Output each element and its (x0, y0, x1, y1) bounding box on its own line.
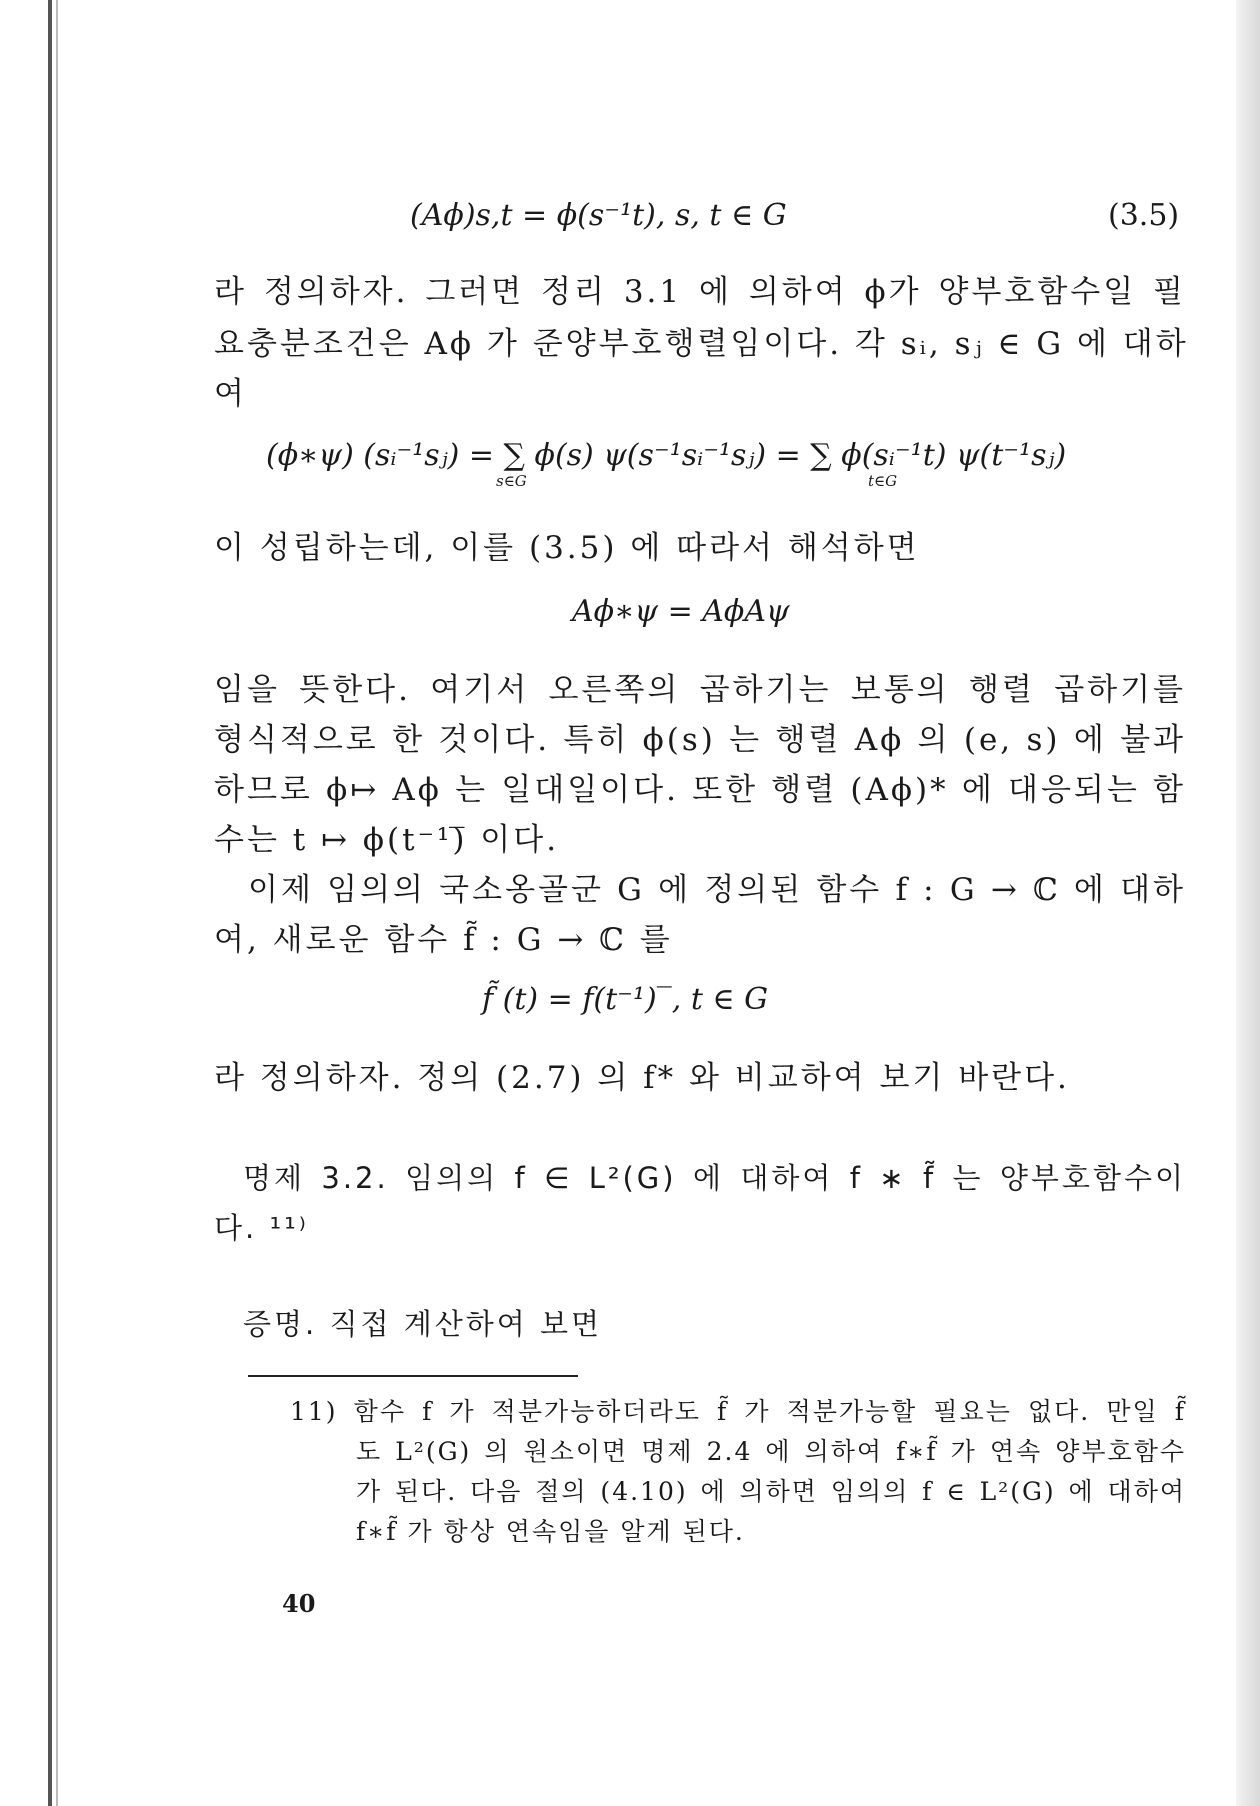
equation-f-tilde: f̃ (t) = f(t⁻¹)‾, t ∈ G (482, 982, 769, 1017)
paragraph-line: 여 (214, 376, 247, 412)
paragraph-line: 라 정의하자. 그러면 정리 3.1 에 의하여 ϕ가 양부호함수일 필 (214, 274, 1186, 310)
page-right-shadow (1236, 0, 1260, 1806)
paragraph-line: 임을 뜻한다. 여기서 오른쪽의 곱하기는 보통의 행렬 곱하기를 (214, 672, 1186, 708)
sum-subscript-s: s∈G (496, 472, 527, 490)
proof-heading: 증명. 직접 계산하여 보면 (243, 1307, 603, 1341)
paragraph-line: 하므로 ϕ↦ Aϕ 는 일대일이다. 또한 행렬 (Aϕ)* 에 대응되는 함 (214, 772, 1186, 808)
paragraph-line: 형식적으로 한 것이다. 특히 ϕ(s) 는 행렬 Aϕ 의 (e, s) 에 불과 (214, 722, 1186, 758)
sum-subscript-t: t∈G (868, 472, 898, 490)
proposition-3-2: 명제 3.2. 임의의 f ∈ L²(G) 에 대하여 f ∗ f̃ 는 양부호함수이 (243, 1161, 1186, 1195)
paragraph-line: 요충분조건은 Aϕ 가 준양부호행렬임이다. 각 sᵢ, sⱼ ∈ G 에 대하 (214, 326, 1189, 362)
footnote-line: 가 된다. 다음 절의 (4.10) 에 의하면 임의의 f ∈ L²(G) 에 대하여 (356, 1477, 1186, 1506)
footnote-line: 도 L²(G) 의 원소이면 명제 2.4 에 의하여 f∗f̃ 가 연속 양부호함수 (356, 1437, 1186, 1466)
footnote-divider (248, 1375, 578, 1377)
equation-convolution: (ϕ∗ψ) (sᵢ⁻¹sⱼ) = ∑ ϕ(s) ψ(s⁻¹sᵢ⁻¹sⱼ) = ∑ ϕ(sᵢ⁻¹t) ψ(t⁻¹sⱼ) (266, 438, 1067, 473)
paragraph-line: 라 정의하자. 정의 (2.7) 의 f* 와 비교하여 보기 바란다. (214, 1060, 1070, 1096)
equation-product: Aϕ∗ψ = AϕAψ (572, 594, 790, 629)
paragraph-line: 수는 t ↦ ϕ(t⁻¹)̅ 이다. (214, 822, 560, 858)
document-page (58, 0, 1236, 1806)
equation-3-5: (Aϕ)s,t = ϕ(s⁻¹t), s, t ∈ G (410, 198, 787, 233)
paragraph-line: 이 성립하는데, 이를 (3.5) 에 따라서 해석하면 (214, 530, 920, 566)
page-binding-edge (48, 0, 52, 1806)
footnote-line: f∗f̃ 가 항상 연속임을 알게 된다. (356, 1517, 745, 1546)
paragraph-line: 여, 새로운 함수 f̃ : G → ℂ 를 (214, 922, 673, 958)
equation-number-3-5: (3.5) (1108, 198, 1180, 233)
paragraph-line: 이제 임의의 국소옹골군 G 에 정의된 함수 f : G → ℂ 에 대하 (248, 872, 1186, 908)
footnote-line: 11) 함수 f 가 적분가능하더라도 f̃ 가 적분가능할 필요는 없다. 만일 f̃ (290, 1397, 1186, 1426)
page-number: 40 (282, 1589, 316, 1618)
proposition-3-2-cont: 다. ¹¹⁾ (214, 1211, 309, 1245)
